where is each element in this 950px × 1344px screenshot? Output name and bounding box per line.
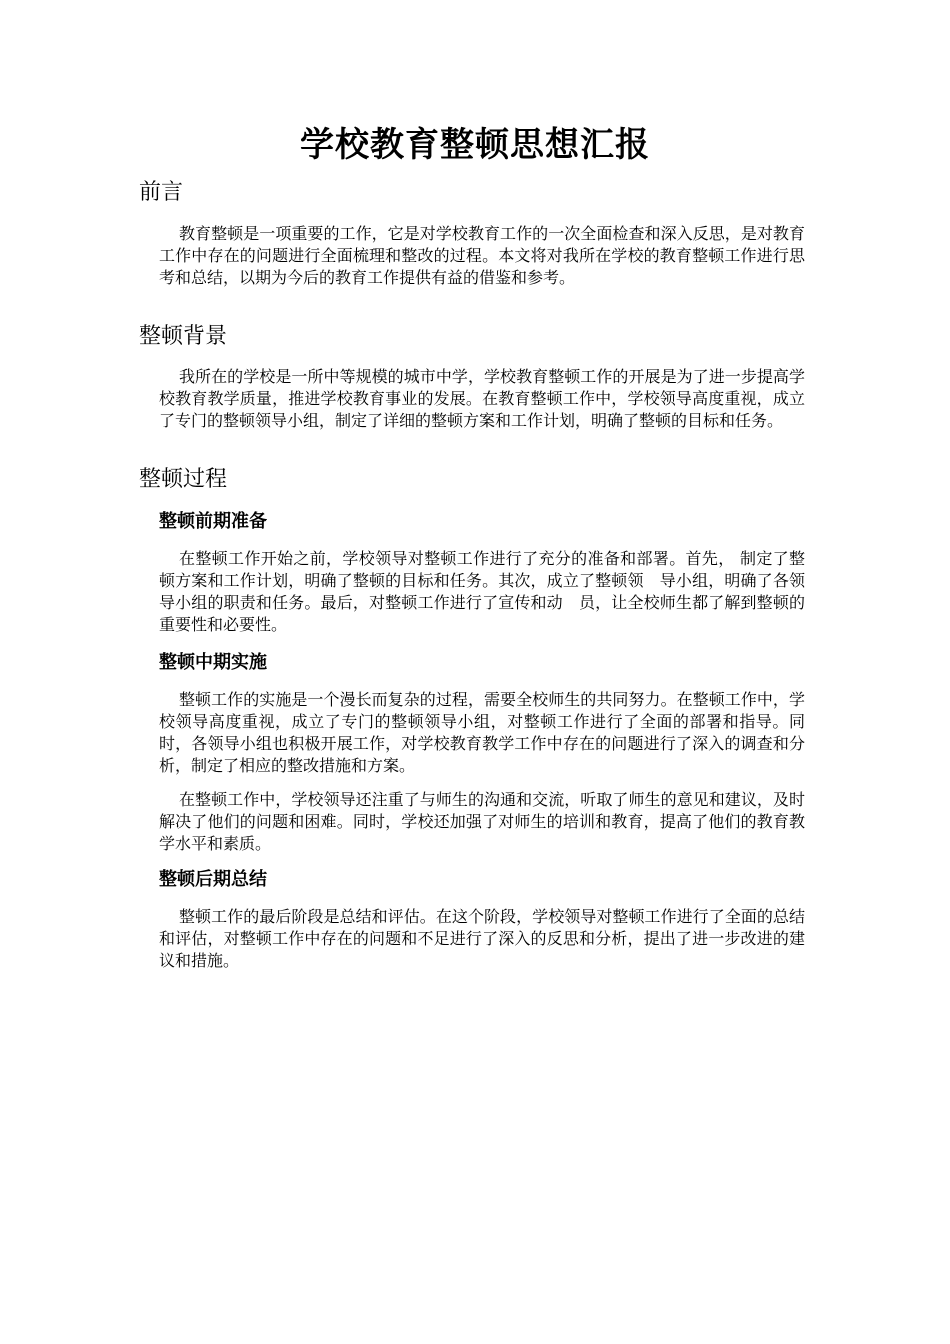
heading-process: 整顿过程 — [139, 467, 228, 492]
subheading-late-summary: 整顿后期总结 — [159, 869, 267, 890]
paragraph-late-summary: 整顿工作的最后阶段是总结和评估。在这个阶段，学校领导对整顿工作进行了全面的总结和评估，对整顿工作中存在的问题和不足进行了深入的反思和分析，提出了进一步改进的建议和措施。 — [159, 907, 805, 970]
subheading-middle-implementation: 整顿中期实施 — [159, 652, 267, 673]
heading-background: 整顿背景 — [139, 324, 228, 349]
heading-preface: 前言 — [139, 180, 184, 205]
page-title: 学校教育整顿思想汇报 — [300, 125, 650, 165]
paragraph-early-preparation: 在整顿工作开始之前，学校领导对整顿工作进行了充分的准备和部署。首先， 制定了整顿方案和工作计划，明确了整顿的目标和任务。其次，成立了整顿领 导小组，明确了各领导小组的职责和任务。最后，对整顿工作进行了宣传和动 员，让全校师生都了解到整顿的重要性和必要性。 — [159, 549, 805, 634]
subheading-early-preparation: 整顿前期准备 — [159, 511, 267, 532]
paragraph-background: 我所在的学校是一所中等规模的城市中学，学校教育整顿工作的开展是为了进一步提高学校教育教学质量，推进学校教育事业的发展。在教育整顿工作中，学校领导高度重视，成立了专门的整顿领导小组，制定了详细的整顿方案和工作计划，明确了整顿的目标和任务。 — [159, 367, 805, 430]
paragraph-preface: 教育整顿是一项重要的工作，它是对学校教育工作的一次全面检查和深入反思，是对教育工作中存在的问题进行全面梳理和整改的过程。本文将对我所在学校的教育整顿工作进行思考和总结，以期为今后的教育工作提供有益的借鉴和参考。 — [159, 224, 805, 287]
paragraph-middle-implementation-2: 在整顿工作中，学校领导还注重了与师生的沟通和交流，听取了师生的意见和建议，及时解决了他们的问题和困难。同时，学校还加强了对师生的培训和教育，提高了他们的教育教学水平和素质。 — [159, 790, 805, 853]
paragraph-middle-implementation-1: 整顿工作的实施是一个漫长而复杂的过程，需要全校师生的共同努力。在整顿工作中，学校领导高度重视，成立了专门的整顿领导小组，对整顿工作进行了全面的部署和指导。同时，各领导小组也积极开展工作，对学校教育教学工作中存在的问题进行了深入的调查和分析，制定了相应的整改措施和方案。 — [159, 690, 805, 775]
